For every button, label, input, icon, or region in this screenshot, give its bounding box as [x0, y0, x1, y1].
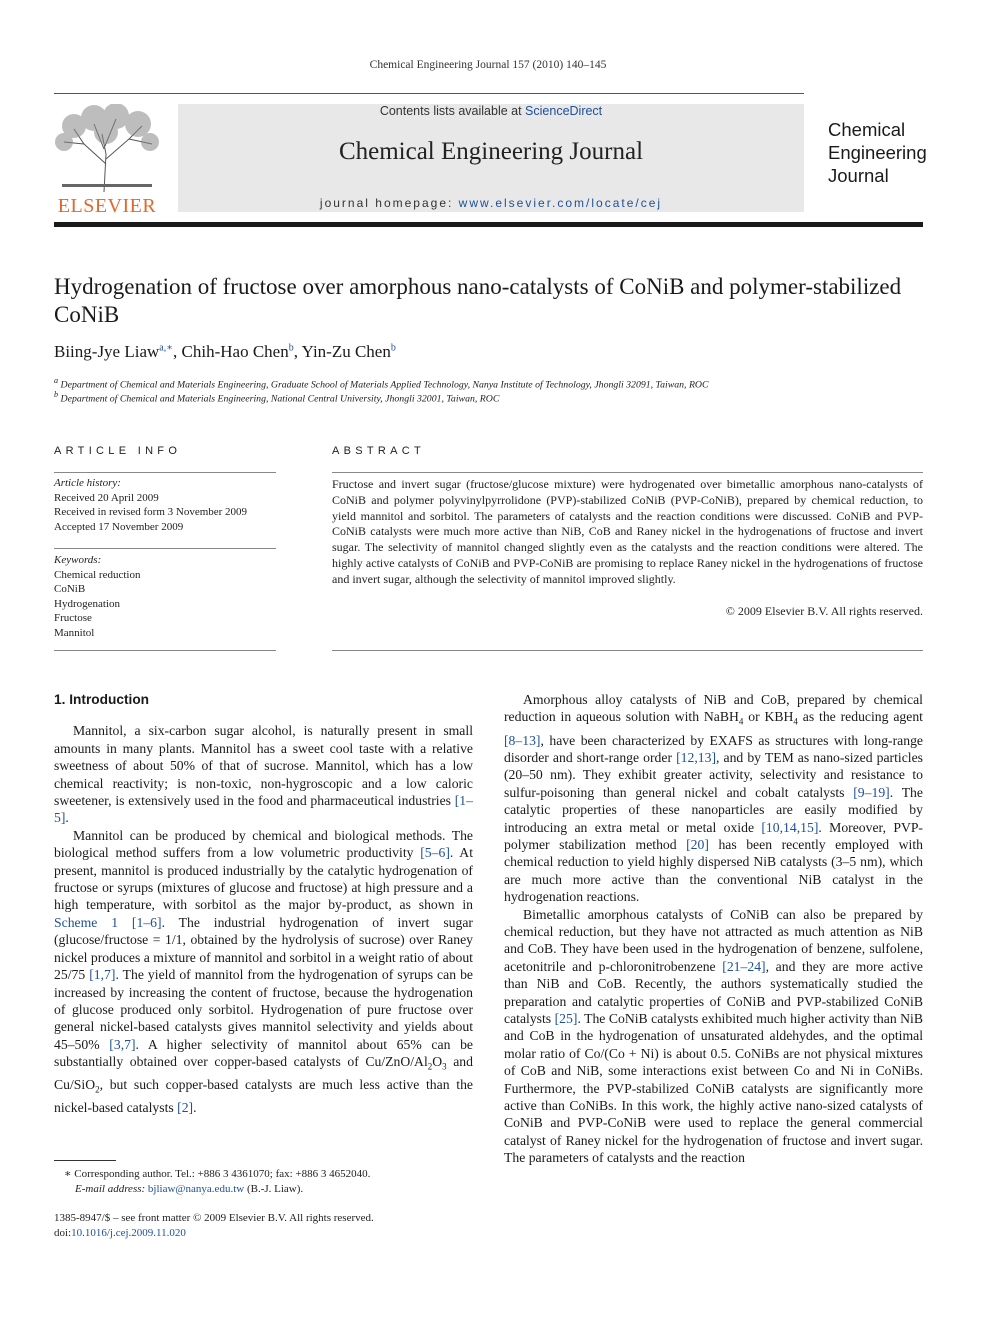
citation-link[interactable]: [20] — [686, 836, 709, 852]
affiliation-b — [54, 390, 934, 404]
header-top-rule — [54, 93, 804, 94]
paragraph-text: . Moreover, PVP-polymer stabilization method — [504, 819, 923, 852]
footnote-corresponding — [64, 1167, 484, 1197]
elsevier-wordmark: ELSEVIER — [57, 195, 157, 217]
keyword: Hydrogenation — [54, 597, 120, 610]
paragraph-text: as the reducing agent — [797, 709, 923, 725]
paragraph-text: has been recently employed with chemical reduction to yield highly dispersed NiB catalysts (3–5 nm), which are much more active than the conventional NiB catalyst in the hydrogenation reactions. — [504, 836, 923, 905]
affiliation-text: Department of Chemical and Materials Engineering, Graduate School of Materials Applied Technology, Nanya Institute of Technology, Jhongli 32091, Taiwan, ROC — [60, 379, 709, 391]
article-info-bottom-rule — [54, 650, 276, 651]
citation-link[interactable]: [3,7] — [109, 1036, 136, 1052]
paragraph-text: , but such copper-based catalysts are much less active than the nickel-based catalysts — [54, 1077, 473, 1116]
journal-cover-title — [828, 118, 938, 187]
email-suffix: (B.-J. Liaw). — [244, 1183, 304, 1195]
author-name: Chih-Hao Chen — [181, 342, 289, 361]
contents-prefix: Contents lists available at — [379, 104, 526, 118]
keywords-block — [54, 553, 276, 640]
paragraph-text: . A higher selectivity of mannitol about 65% can be substantially obtained over copper-based catalysts of Cu/ZnO/Al — [54, 1036, 473, 1070]
article-title: Hydrogenation of fructose over amorphous nano-catalysts of CoNiB and polymer-stabilized CoNiB — [54, 274, 902, 327]
history-label: Article history: — [54, 477, 121, 489]
citation-link[interactable]: [1–6] — [131, 914, 162, 930]
body-left-column — [54, 691, 473, 1117]
homepage-link[interactable]: www.elsevier.com/locate/cej — [458, 196, 663, 210]
author-name: Biing-Jye Liaw — [54, 342, 160, 361]
citation-link[interactable]: [8–13] — [504, 732, 541, 748]
keyword: CoNiB — [54, 583, 86, 595]
abstract-bottom-rule — [332, 650, 923, 651]
homepage-prefix: journal homepage: — [319, 196, 459, 210]
affiliation-mark: a — [54, 376, 59, 385]
paragraph: Mannitol can be produced by chemical and biological methods. The biological method suffers from a low volumetric productivity [5–6]. At present, mannitol is produced industrially by the catalytic hydrogenation of fructose or syrups (mixtures of glucose and fructose) at high pressure and a high temperature, with sorbitol as the major by-product, as shown in Scheme 1 [1–6]. The industrial hydrogenation of invert sugar (glucose/fructose = 1/1, obtained by the hydrolysis of sucrose) over Raney nickel produces a mixture of mannitol and sorbitol in a weight ratio of about 25/75 [1,7]. The yield of mannitol from the hydrogenation of syrups can be increased by increasing the content of fructose, because the hydrogenation of glucose produced only sorbitol. Hydrogenation of pure fructose over general nickel-based catalysts gives mannitol selectivity and yields about 45–50% [3,7]. A higher selectivity of mannitol about 65% can be substantially obtained over copper-based catalysts of $Cu/ZnO/Al_2O_3$ and Cu/SiO$_2$, but such copper-based catalysts are much less active than the nickel-based catalysts [2]. — [54, 827, 473, 1116]
cover-line-3: Journal — [828, 165, 889, 186]
article-history — [54, 476, 276, 534]
accepted-date: Accepted 17 November 2009 — [54, 520, 184, 533]
paragraph-text: , and by TEM as nano-sized particles (20–50 nm). They exhibit greater activity, selectivity and resistance to sulfur-poisoning than general nickel and cobalt catalysts — [504, 749, 923, 800]
abstract-copyright: © 2009 Elsevier B.V. All rights reserved. — [725, 604, 923, 618]
article-info-heading: ARTICLE INFO — [54, 445, 182, 457]
paragraph-text: . The CoNiB catalysts exhibited much higher activity than NiB and CoB in the hydrogenation of unsaturated aldehydes, and the optimal molar ratio of Co/(Co + Ni) is about 0.5. CoNiBs are not physical mixtures of CoB and NiB, some interactions exist between Co and Ni in CoNiBs. Furthermore, the PVP-stabilized CoNiB catalysts are significantly more active than CoNiBs. In this work, the highly active nano-sized catalysts of CoNiB and PVP-CoNiB were used to replace the general commercial catalyst of Raney nickel for the hydrogenation of fructose and invert sugar. The parameters of catalysts and the reaction — [504, 1011, 923, 1166]
paragraph-text: , have been characterized by EXAFS as structures with long-range disorder and short-range order — [504, 732, 923, 765]
citation-link[interactable]: [12,13] — [676, 749, 717, 765]
author-affiliation-mark[interactable]: b — [288, 342, 294, 354]
citation-link[interactable]: [2] — [177, 1100, 194, 1116]
doi-link[interactable]: 10.1016/j.cej.2009.11.020 — [71, 1227, 186, 1239]
keyword: Fructose — [54, 612, 92, 624]
subscript: 3 — [442, 1061, 447, 1072]
paragraph-text: . The yield of mannitol from the hydrogenation of syrups can be increased by increasing the content of fructose, because the hydrogenation of glucose produced only sorbitol. Hydrogenation of pure fructose over general nickel-based catalysts gives mannitol selectivity and yields about 45–50% — [54, 967, 473, 1052]
keywords-rule — [54, 548, 276, 549]
author-affiliation-mark[interactable]: a,∗ — [159, 342, 174, 354]
paragraph: Mannitol, a six-carbon sugar alcohol, is naturally present in small amounts in many plants. Mannitol has a sweet cool taste with a relative sweetness of about 50% of that of sucrose. Mannitol, which has a low chemical reactivity; is non-toxic, non-hygroscopic and a low caloric sweetener, is extensively used in the food and pharmaceutical industries [1–5]. — [54, 723, 473, 826]
paragraph-text: or KBH — [743, 709, 794, 725]
citation-link[interactable]: [1,7] — [89, 967, 116, 983]
paragraph — [504, 691, 923, 906]
subscript: 2 — [95, 1085, 100, 1095]
section-heading-introduction: 1. Introduction — [54, 692, 150, 707]
abstract-rule — [332, 472, 923, 473]
affiliation-text: Department of Chemical and Materials Engineering, National Central University, Jhongli 32001, Taiwan, ROC — [60, 393, 500, 405]
affiliation-mark: b — [54, 390, 59, 399]
front-matter-block — [54, 1211, 494, 1241]
received-date: Received 20 April 2009 — [54, 491, 159, 504]
front-matter: 1385-8947/$ – see front matter © 2009 Elsevier B.V. All rights reserved. — [54, 1212, 374, 1224]
revised-date: Received in revised form 3 November 2009 — [54, 506, 248, 518]
citation-link[interactable]: [1–5] — [54, 793, 473, 826]
author-affiliation-mark[interactable]: b — [390, 342, 396, 354]
email-label: E-mail address: — [75, 1183, 148, 1195]
article-info-rule — [54, 472, 276, 473]
scheme-link[interactable]: Scheme 1 — [54, 914, 119, 930]
contents-available — [178, 104, 804, 118]
journal-title: Chemical Engineering Journal — [338, 138, 644, 165]
journal-homepage — [178, 196, 804, 210]
subscript: 4 — [738, 717, 744, 728]
paragraph-text: . The catalytic properties of these nanoparticles are easily modified by introducing an extra metal or metal oxide — [504, 784, 923, 835]
keyword: Chemical reduction — [54, 568, 141, 581]
email-link[interactable]: bjliaw@nanya.edu.tw — [147, 1183, 245, 1195]
abstract-heading: ABSTRACT — [332, 445, 426, 457]
citation-link[interactable]: [10,14,15] — [761, 819, 819, 835]
corresponding-author: ∗ Corresponding author. Tel.: +886 3 4361070; fax: +886 3 4652040. — [64, 1168, 371, 1180]
cover-line-1: Chemical — [828, 119, 906, 140]
keyword: Mannitol — [54, 626, 95, 639]
affiliation-a — [54, 376, 934, 390]
doi-line — [54, 1226, 494, 1241]
paragraph — [504, 906, 923, 1167]
citation-link[interactable]: [25] — [554, 1011, 578, 1027]
paragraph-text: and Cu/SiO — [54, 1054, 473, 1093]
paragraph-text: Amorphous alloy catalysts of NiB and CoB, prepared by chemical reduction in aqueous solution with NaBH — [504, 692, 923, 725]
citation-link[interactable]: [5–6] — [420, 845, 450, 861]
citation-link[interactable]: [9–19] — [853, 784, 890, 800]
paragraph-text: Mannitol, a six-carbon sugar alcohol, is naturally present in small amounts in many plants. Mannitol has a sweet cool taste with a relative sweetness of about 50% of that of sucrose. Mannitol, which has a low chemical reactivity; is non-toxic, non-hygroscopic and a low caloric sweetener, is extensively used in the food and pharmaceutical industries — [54, 723, 473, 809]
subscript: 2 — [427, 1061, 433, 1072]
keywords-label: Keywords: — [54, 554, 102, 566]
paragraph-text: . At present, mannitol is produced industrially by the catalytic hydrogenation of fructose or syrups (mixtures of glucose and fructose) at high pressure and a high temperature, with sorbitol as the major by-product, as shown in — [54, 845, 473, 913]
paragraph-text: . The industrial hydrogenation of invert sugar (glucose/fructose = 1/1, obtained by the hydrolysis of sucrose) over Raney nickel produces a mixture of mannitol and sorbitol in a weight ratio of about 25/75 — [54, 914, 473, 983]
paragraph-text: , and they are more active than NiB and CoB. Recently, the authors systematically studied the preparation and catalytic properties of CoNiB and PVP-stabilized CoNiB catalysts — [504, 958, 923, 1027]
abstract-text: Fructose and invert sugar (fructose/glucose mixture) were hydrogenated over bimetallic amorphous nano-catalysts of CoNiB and polymer polyvinylpyrrolidone (PVP)-stabilized CoNiB (PVP-CoNiB), prepared by chemical reduction, to yield mannitol and sorbitol. The parameters of catalysts and the reaction conditions were discussed. CoNiB and PVP-CoNiB catalysts were much more active than NiB, CoB and Raney nickel in the hydrogenations of fructose and invert sugar. The selectivity of mannitol changed slightly even as the catalysts and the reaction conditions were altered. The highly active catalysts of CoNiB and PVP-CoNiB are promising to replace Raney nickel in the hydrogenations of fructose and invert sugar, although the selectivity of mannitol improved slightly. — [332, 477, 923, 586]
author-name: Yin-Zu Chen — [301, 342, 391, 361]
cover-line-2: Engineering — [828, 142, 927, 163]
email-line — [64, 1182, 484, 1197]
sciencedirect-link[interactable]: ScienceDirect — [525, 104, 603, 118]
footnote-rule — [54, 1160, 116, 1161]
journal-citation: Chemical Engineering Journal 157 (2010) 140–145 — [369, 59, 607, 71]
subscript: 4 — [793, 717, 798, 728]
paragraph-text: Bimetallic amorphous catalysts of CoNiB can also be prepared by chemical reduction, but they have not attracted as much attention as NiB and CoB. They have been used in the hydrogenation of benzene, sulfolene, acetonitrile and p-chloronitrobenzene — [504, 906, 923, 974]
citation-link[interactable]: [21–24] — [722, 958, 766, 974]
body-right-column — [504, 691, 923, 1167]
doi-prefix: doi: — [54, 1227, 72, 1239]
paragraph-text: Mannitol can be produced by chemical and biological methods. The biological method suffers from a low volumetric productivity — [54, 827, 473, 861]
author-list: Biing-Jye Liaw$^{a,∗}$, Chih-Hao Chen$^b$, Yin-Zu Chen$^b$ — [54, 342, 396, 361]
header-bottom-rule — [54, 222, 923, 227]
